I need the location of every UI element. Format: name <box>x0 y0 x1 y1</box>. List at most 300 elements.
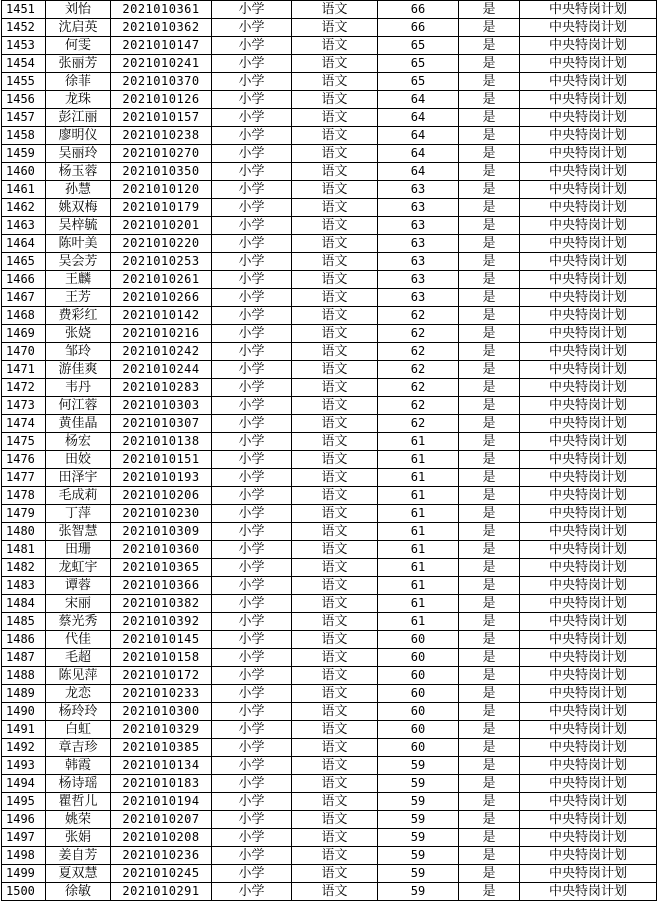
plan-cell: 中央特岗计划 <box>520 469 657 487</box>
plan-cell: 中央特岗计划 <box>520 559 657 577</box>
table-row <box>2 325 657 343</box>
seq-cell: 1480 <box>2 523 46 541</box>
table-row <box>2 73 657 91</box>
subject-cell: 语文 <box>292 757 378 775</box>
id-cell: 2021010206 <box>111 487 212 505</box>
subject-cell: 语文 <box>292 1 378 19</box>
score-cell: 62 <box>378 415 459 433</box>
plan-cell: 中央特岗计划 <box>520 1 657 19</box>
id-cell: 2021010303 <box>111 397 212 415</box>
score-cell: 59 <box>378 883 459 901</box>
seq-cell: 1458 <box>2 127 46 145</box>
seq-cell: 1481 <box>2 541 46 559</box>
level-cell: 小学 <box>212 595 292 613</box>
name-cell: 何江蓉 <box>46 397 111 415</box>
flag-cell: 是 <box>459 109 520 127</box>
level-cell: 小学 <box>212 829 292 847</box>
plan-cell: 中央特岗计划 <box>520 289 657 307</box>
plan-cell: 中央特岗计划 <box>520 793 657 811</box>
subject-cell: 语文 <box>292 217 378 235</box>
level-cell: 小学 <box>212 307 292 325</box>
level-cell: 小学 <box>212 739 292 757</box>
table-row <box>2 397 657 415</box>
score-cell: 63 <box>378 217 459 235</box>
plan-cell: 中央特岗计划 <box>520 775 657 793</box>
seq-cell: 1470 <box>2 343 46 361</box>
level-cell: 小学 <box>212 379 292 397</box>
table-row <box>2 433 657 451</box>
score-cell: 64 <box>378 163 459 181</box>
flag-cell: 是 <box>459 127 520 145</box>
id-cell: 2021010179 <box>111 199 212 217</box>
flag-cell: 是 <box>459 343 520 361</box>
id-cell: 2021010253 <box>111 253 212 271</box>
subject-cell: 语文 <box>292 847 378 865</box>
seq-cell: 1487 <box>2 649 46 667</box>
table-row <box>2 865 657 883</box>
level-cell: 小学 <box>212 55 292 73</box>
seq-cell: 1471 <box>2 361 46 379</box>
seq-cell: 1479 <box>2 505 46 523</box>
plan-cell: 中央特岗计划 <box>520 451 657 469</box>
score-cell: 60 <box>378 649 459 667</box>
name-cell: 徐菲 <box>46 73 111 91</box>
score-cell: 63 <box>378 199 459 217</box>
name-cell: 瞿哲儿 <box>46 793 111 811</box>
id-cell: 2021010360 <box>111 541 212 559</box>
seq-cell: 1476 <box>2 451 46 469</box>
subject-cell: 语文 <box>292 505 378 523</box>
table-row <box>2 523 657 541</box>
level-cell: 小学 <box>212 145 292 163</box>
table-row <box>2 883 657 901</box>
level-cell: 小学 <box>212 505 292 523</box>
score-cell: 59 <box>378 829 459 847</box>
id-cell: 2021010183 <box>111 775 212 793</box>
id-cell: 2021010207 <box>111 811 212 829</box>
plan-cell: 中央特岗计划 <box>520 271 657 289</box>
plan-cell: 中央特岗计划 <box>520 343 657 361</box>
flag-cell: 是 <box>459 703 520 721</box>
name-cell: 蔡光秀 <box>46 613 111 631</box>
score-cell: 61 <box>378 523 459 541</box>
subject-cell: 语文 <box>292 343 378 361</box>
seq-cell: 1464 <box>2 235 46 253</box>
seq-cell: 1460 <box>2 163 46 181</box>
plan-cell: 中央特岗计划 <box>520 361 657 379</box>
id-cell: 2021010362 <box>111 19 212 37</box>
id-cell: 2021010233 <box>111 685 212 703</box>
plan-cell: 中央特岗计划 <box>520 199 657 217</box>
score-cell: 59 <box>378 775 459 793</box>
subject-cell: 语文 <box>292 181 378 199</box>
table-row <box>2 1 657 19</box>
flag-cell: 是 <box>459 595 520 613</box>
subject-cell: 语文 <box>292 793 378 811</box>
flag-cell: 是 <box>459 73 520 91</box>
name-cell: 夏双慧 <box>46 865 111 883</box>
table-row <box>2 271 657 289</box>
name-cell: 杨宏 <box>46 433 111 451</box>
name-cell: 刘怡 <box>46 1 111 19</box>
name-cell: 邹玲 <box>46 343 111 361</box>
flag-cell: 是 <box>459 145 520 163</box>
seq-cell: 1494 <box>2 775 46 793</box>
name-cell: 田泽宇 <box>46 469 111 487</box>
score-cell: 66 <box>378 1 459 19</box>
seq-cell: 1477 <box>2 469 46 487</box>
seq-cell: 1483 <box>2 577 46 595</box>
table-row <box>2 19 657 37</box>
name-cell: 吴梓毓 <box>46 217 111 235</box>
level-cell: 小学 <box>212 289 292 307</box>
id-cell: 2021010238 <box>111 127 212 145</box>
plan-cell: 中央特岗计划 <box>520 127 657 145</box>
table-row <box>2 199 657 217</box>
score-cell: 61 <box>378 451 459 469</box>
score-cell: 64 <box>378 145 459 163</box>
plan-cell: 中央特岗计划 <box>520 541 657 559</box>
level-cell: 小学 <box>212 19 292 37</box>
seq-cell: 1474 <box>2 415 46 433</box>
table-row <box>2 145 657 163</box>
plan-cell: 中央特岗计划 <box>520 415 657 433</box>
score-cell: 63 <box>378 271 459 289</box>
plan-cell: 中央特岗计划 <box>520 109 657 127</box>
seq-cell: 1488 <box>2 667 46 685</box>
id-cell: 2021010350 <box>111 163 212 181</box>
name-cell: 王芳 <box>46 289 111 307</box>
name-cell: 龙虹宇 <box>46 559 111 577</box>
seq-cell: 1472 <box>2 379 46 397</box>
level-cell: 小学 <box>212 91 292 109</box>
subject-cell: 语文 <box>292 379 378 397</box>
level-cell: 小学 <box>212 667 292 685</box>
table-row <box>2 577 657 595</box>
table-row <box>2 505 657 523</box>
level-cell: 小学 <box>212 1 292 19</box>
plan-cell: 中央特岗计划 <box>520 163 657 181</box>
plan-cell: 中央特岗计划 <box>520 577 657 595</box>
table-row <box>2 55 657 73</box>
plan-cell: 中央特岗计划 <box>520 685 657 703</box>
name-cell: 代佳 <box>46 631 111 649</box>
level-cell: 小学 <box>212 325 292 343</box>
id-cell: 2021010236 <box>111 847 212 865</box>
seq-cell: 1467 <box>2 289 46 307</box>
score-cell: 65 <box>378 37 459 55</box>
seq-cell: 1462 <box>2 199 46 217</box>
level-cell: 小学 <box>212 361 292 379</box>
subject-cell: 语文 <box>292 613 378 631</box>
subject-cell: 语文 <box>292 307 378 325</box>
name-cell: 费彩红 <box>46 307 111 325</box>
subject-cell: 语文 <box>292 37 378 55</box>
seq-cell: 1454 <box>2 55 46 73</box>
score-cell: 65 <box>378 73 459 91</box>
seq-cell: 1478 <box>2 487 46 505</box>
id-cell: 2021010370 <box>111 73 212 91</box>
level-cell: 小学 <box>212 703 292 721</box>
score-cell: 65 <box>378 55 459 73</box>
name-cell: 谭蓉 <box>46 577 111 595</box>
plan-cell: 中央特岗计划 <box>520 613 657 631</box>
level-cell: 小学 <box>212 865 292 883</box>
flag-cell: 是 <box>459 775 520 793</box>
score-cell: 61 <box>378 433 459 451</box>
score-cell: 62 <box>378 325 459 343</box>
flag-cell: 是 <box>459 469 520 487</box>
flag-cell: 是 <box>459 793 520 811</box>
subject-cell: 语文 <box>292 883 378 901</box>
table-row <box>2 361 657 379</box>
score-cell: 59 <box>378 793 459 811</box>
subject-cell: 语文 <box>292 253 378 271</box>
id-cell: 2021010230 <box>111 505 212 523</box>
plan-cell: 中央特岗计划 <box>520 379 657 397</box>
score-cell: 60 <box>378 739 459 757</box>
plan-cell: 中央特岗计划 <box>520 235 657 253</box>
subject-cell: 语文 <box>292 451 378 469</box>
seq-cell: 1491 <box>2 721 46 739</box>
flag-cell: 是 <box>459 199 520 217</box>
name-cell: 田珊 <box>46 541 111 559</box>
level-cell: 小学 <box>212 271 292 289</box>
subject-cell: 语文 <box>292 325 378 343</box>
id-cell: 2021010158 <box>111 649 212 667</box>
table-row <box>2 253 657 271</box>
name-cell: 陈见萍 <box>46 667 111 685</box>
table-row <box>2 181 657 199</box>
flag-cell: 是 <box>459 487 520 505</box>
score-cell: 63 <box>378 253 459 271</box>
flag-cell: 是 <box>459 649 520 667</box>
table-row <box>2 163 657 181</box>
id-cell: 2021010309 <box>111 523 212 541</box>
name-cell: 吴会芳 <box>46 253 111 271</box>
id-cell: 2021010201 <box>111 217 212 235</box>
table-row <box>2 487 657 505</box>
name-cell: 龙珠 <box>46 91 111 109</box>
id-cell: 2021010241 <box>111 55 212 73</box>
score-cell: 62 <box>378 361 459 379</box>
score-cell: 63 <box>378 181 459 199</box>
table-row <box>2 757 657 775</box>
level-cell: 小学 <box>212 451 292 469</box>
flag-cell: 是 <box>459 217 520 235</box>
seq-cell: 1452 <box>2 19 46 37</box>
plan-cell: 中央特岗计划 <box>520 523 657 541</box>
table-row <box>2 541 657 559</box>
subject-cell: 语文 <box>292 271 378 289</box>
name-cell: 吴丽玲 <box>46 145 111 163</box>
level-cell: 小学 <box>212 559 292 577</box>
flag-cell: 是 <box>459 19 520 37</box>
level-cell: 小学 <box>212 649 292 667</box>
plan-cell: 中央特岗计划 <box>520 667 657 685</box>
level-cell: 小学 <box>212 577 292 595</box>
subject-cell: 语文 <box>292 865 378 883</box>
flag-cell: 是 <box>459 577 520 595</box>
table-row <box>2 307 657 325</box>
table-row <box>2 91 657 109</box>
id-cell: 2021010147 <box>111 37 212 55</box>
score-cell: 63 <box>378 289 459 307</box>
score-cell: 64 <box>378 127 459 145</box>
flag-cell: 是 <box>459 505 520 523</box>
level-cell: 小学 <box>212 163 292 181</box>
score-cell: 59 <box>378 811 459 829</box>
id-cell: 2021010157 <box>111 109 212 127</box>
id-cell: 2021010134 <box>111 757 212 775</box>
name-cell: 王麟 <box>46 271 111 289</box>
subject-cell: 语文 <box>292 559 378 577</box>
seq-cell: 1492 <box>2 739 46 757</box>
subject-cell: 语文 <box>292 469 378 487</box>
subject-cell: 语文 <box>292 55 378 73</box>
subject-cell: 语文 <box>292 631 378 649</box>
id-cell: 2021010382 <box>111 595 212 613</box>
name-cell: 沈启英 <box>46 19 111 37</box>
subject-cell: 语文 <box>292 289 378 307</box>
seq-cell: 1489 <box>2 685 46 703</box>
seq-cell: 1461 <box>2 181 46 199</box>
flag-cell: 是 <box>459 361 520 379</box>
seq-cell: 1497 <box>2 829 46 847</box>
id-cell: 2021010216 <box>111 325 212 343</box>
score-cell: 63 <box>378 235 459 253</box>
subject-cell: 语文 <box>292 163 378 181</box>
table-row <box>2 127 657 145</box>
level-cell: 小学 <box>212 811 292 829</box>
flag-cell: 是 <box>459 181 520 199</box>
id-cell: 2021010261 <box>111 271 212 289</box>
score-cell: 60 <box>378 631 459 649</box>
name-cell: 姚双梅 <box>46 199 111 217</box>
id-cell: 2021010244 <box>111 361 212 379</box>
seq-cell: 1490 <box>2 703 46 721</box>
table-row <box>2 469 657 487</box>
id-cell: 2021010300 <box>111 703 212 721</box>
table-row <box>2 451 657 469</box>
subject-cell: 语文 <box>292 685 378 703</box>
name-cell: 徐敏 <box>46 883 111 901</box>
level-cell: 小学 <box>212 757 292 775</box>
level-cell: 小学 <box>212 127 292 145</box>
score-cell: 62 <box>378 307 459 325</box>
name-cell: 田姣 <box>46 451 111 469</box>
level-cell: 小学 <box>212 433 292 451</box>
plan-cell: 中央特岗计划 <box>520 145 657 163</box>
level-cell: 小学 <box>212 883 292 901</box>
plan-cell: 中央特岗计划 <box>520 505 657 523</box>
seq-cell: 1486 <box>2 631 46 649</box>
flag-cell: 是 <box>459 235 520 253</box>
name-cell: 彭江丽 <box>46 109 111 127</box>
level-cell: 小学 <box>212 73 292 91</box>
flag-cell: 是 <box>459 253 520 271</box>
level-cell: 小学 <box>212 685 292 703</box>
flag-cell: 是 <box>459 415 520 433</box>
score-cell: 60 <box>378 685 459 703</box>
table-row <box>2 775 657 793</box>
level-cell: 小学 <box>212 469 292 487</box>
table-row <box>2 109 657 127</box>
subject-cell: 语文 <box>292 523 378 541</box>
table-row <box>2 631 657 649</box>
level-cell: 小学 <box>212 523 292 541</box>
flag-cell: 是 <box>459 559 520 577</box>
plan-cell: 中央特岗计划 <box>520 73 657 91</box>
score-cell: 61 <box>378 487 459 505</box>
id-cell: 2021010329 <box>111 721 212 739</box>
id-cell: 2021010270 <box>111 145 212 163</box>
flag-cell: 是 <box>459 1 520 19</box>
table-row <box>2 37 657 55</box>
flag-cell: 是 <box>459 91 520 109</box>
subject-cell: 语文 <box>292 703 378 721</box>
plan-cell: 中央特岗计划 <box>520 325 657 343</box>
id-cell: 2021010126 <box>111 91 212 109</box>
name-cell: 孙慧 <box>46 181 111 199</box>
id-cell: 2021010172 <box>111 667 212 685</box>
level-cell: 小学 <box>212 181 292 199</box>
flag-cell: 是 <box>459 325 520 343</box>
id-cell: 2021010120 <box>111 181 212 199</box>
flag-cell: 是 <box>459 829 520 847</box>
name-cell: 姚荣 <box>46 811 111 829</box>
score-cell: 61 <box>378 595 459 613</box>
subject-cell: 语文 <box>292 739 378 757</box>
seq-cell: 1473 <box>2 397 46 415</box>
level-cell: 小学 <box>212 235 292 253</box>
flag-cell: 是 <box>459 55 520 73</box>
table-row <box>2 379 657 397</box>
score-cell: 61 <box>378 577 459 595</box>
seq-cell: 1466 <box>2 271 46 289</box>
score-cell: 61 <box>378 505 459 523</box>
seq-cell: 1485 <box>2 613 46 631</box>
level-cell: 小学 <box>212 37 292 55</box>
flag-cell: 是 <box>459 865 520 883</box>
seq-cell: 1457 <box>2 109 46 127</box>
id-cell: 2021010266 <box>111 289 212 307</box>
id-cell: 2021010385 <box>111 739 212 757</box>
flag-cell: 是 <box>459 613 520 631</box>
table-row <box>2 793 657 811</box>
name-cell: 杨玲玲 <box>46 703 111 721</box>
level-cell: 小学 <box>212 487 292 505</box>
id-cell: 2021010145 <box>111 631 212 649</box>
name-cell: 何雯 <box>46 37 111 55</box>
flag-cell: 是 <box>459 721 520 739</box>
subject-cell: 语文 <box>292 667 378 685</box>
flag-cell: 是 <box>459 685 520 703</box>
table-row <box>2 685 657 703</box>
subject-cell: 语文 <box>292 487 378 505</box>
table-row <box>2 343 657 361</box>
seq-cell: 1468 <box>2 307 46 325</box>
subject-cell: 语文 <box>292 433 378 451</box>
id-cell: 2021010365 <box>111 559 212 577</box>
seq-cell: 1499 <box>2 865 46 883</box>
flag-cell: 是 <box>459 739 520 757</box>
score-cell: 59 <box>378 865 459 883</box>
plan-cell: 中央特岗计划 <box>520 811 657 829</box>
score-cell: 60 <box>378 703 459 721</box>
name-cell: 张娟 <box>46 829 111 847</box>
score-cell: 62 <box>378 343 459 361</box>
